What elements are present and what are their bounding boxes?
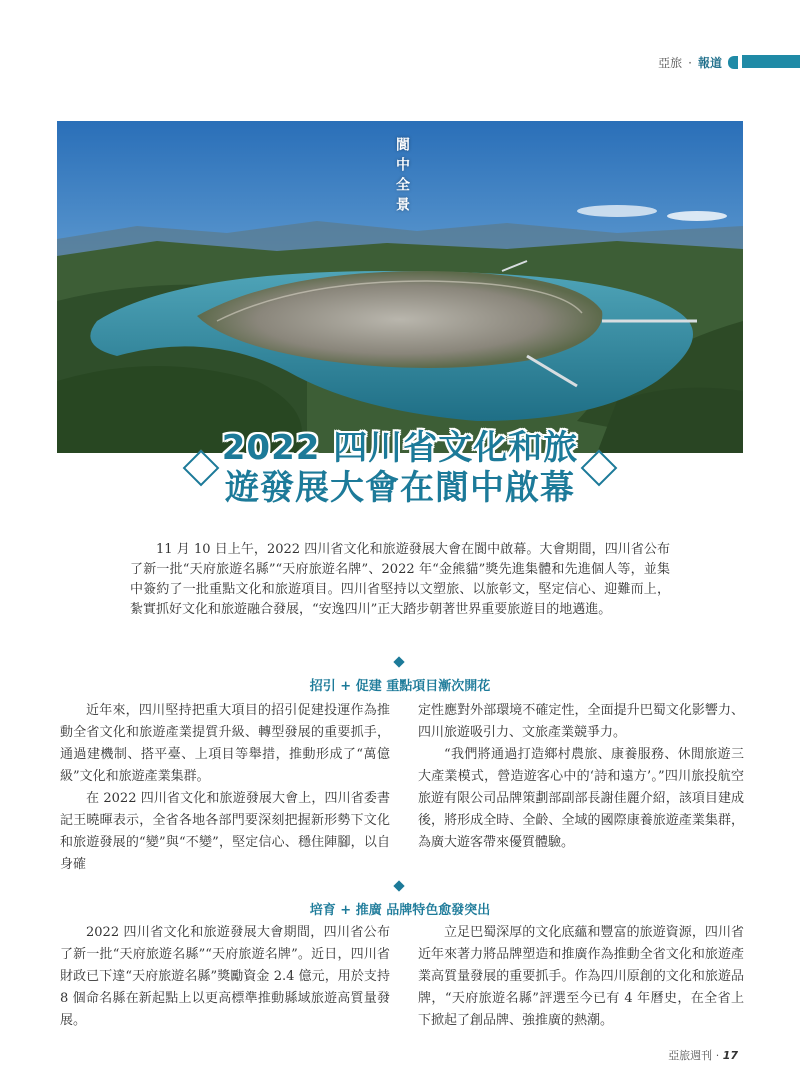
section1-diamond-marker <box>393 656 404 667</box>
section-header <box>658 54 738 71</box>
section1-left-column <box>60 700 390 876</box>
header-pill-shape <box>728 56 738 69</box>
photo-caption: 閬中全景 <box>394 137 410 217</box>
article-lead-paragraph: 11 月 10 日上午，2022 四川省文化和旅遊發展大會在閬中啟幕。大會期間，四川省公布了新一批“天府旅遊名縣”“天府旅遊名牌”、2022 年“金熊貓”獎先進集體和先進個人等，並集中簽約了一批重點文化和旅遊項目。四川省堅持以文塑旅、以旅彰文，堅定信心、迎難而上，紮實抓好文化和旅遊融合發展，“安逸四川”正大踏步朝著世界重要旅遊目的地邁進。 <box>130 542 670 617</box>
section2-left-column <box>60 922 390 1032</box>
header-color-bar <box>742 55 800 68</box>
magazine-name: 亞旅 <box>658 56 683 70</box>
header-separator: · <box>688 55 692 70</box>
page-footer <box>668 1047 738 1063</box>
publication-name: 亞旅週刊 <box>668 1049 713 1062</box>
title-line-1: 2022 四川省文化和旅 <box>221 428 579 468</box>
paragraph-continuation: 定性應對外部環境不確定性，全面提升巴蜀文化影響力、四川旅遊吸引力、文旅產業競爭力。 <box>418 703 744 740</box>
title-line-2: 遊發展大會在閬中啟幕 <box>225 468 575 508</box>
section1-heading: 招引 + 促建 重點項目漸次開花 <box>309 679 491 694</box>
paragraph: 2022 四川省文化和旅遊發展大會期間，四川省公布了新一批“天府旅遊名縣”“天府旅遊名牌”。近日，四川省財政已下達“天府旅遊名縣”獎勵資金 2.4 億元，用於支持 8 個命名縣在新起點上以更高標準推動縣域旅遊高質量發展。 <box>60 925 390 1028</box>
page-number: 17 <box>722 1049 738 1062</box>
section2-diamond-marker <box>393 880 404 891</box>
paragraph: 立足巴蜀深厚的文化底蘊和豐富的旅遊資源，四川省近年來著力將品牌塑造和推廣作為推動全省文化和旅遊產業高質量發展的重要抓手。作為四川原創的文化和旅遊品牌，“天府旅遊名縣”評選至今已有 4 年曆史，在全省上下掀起了創品牌、強推廣的熱潮。 <box>418 925 744 1028</box>
paragraph: 在 2022 四川省文化和旅遊發展大會上，四川省委書記王曉暉表示，全省各地各部門要深刻把握新形勢下文化和旅遊發展的“變”與“不變”，堅定信心、穩住陣腳，以自身確 <box>60 791 390 872</box>
paragraph: “我們將通過打造鄉村農旅、康養服務、休閒旅遊三大產業模式，營造遊客心中的‘詩和遠方’。”四川旅投航空旅遊有限公司品牌策劃部副部長謝佳麗介紹，該項目建成後，將形成全時、全齡、全域的國際康養旅遊產業集群，為廣大遊客帶來優質體驗。 <box>418 747 744 850</box>
section2-right-column <box>418 922 744 1032</box>
section-name: 報道 <box>697 56 722 70</box>
section1-right-column <box>418 700 744 854</box>
paragraph: 近年來，四川堅持把重大項目的招引促建投運作為推動全省文化和旅遊產業提質升級、轉型發展的重要抓手，通過建機制、搭平臺、上項目等舉措，推動形成了“萬億級”文化和旅遊產業集群。 <box>60 703 390 784</box>
section2-heading: 培育 + 推廣 品牌特色愈發突出 <box>309 903 491 918</box>
article-title <box>0 428 800 508</box>
footer-separator: · <box>715 1049 720 1062</box>
